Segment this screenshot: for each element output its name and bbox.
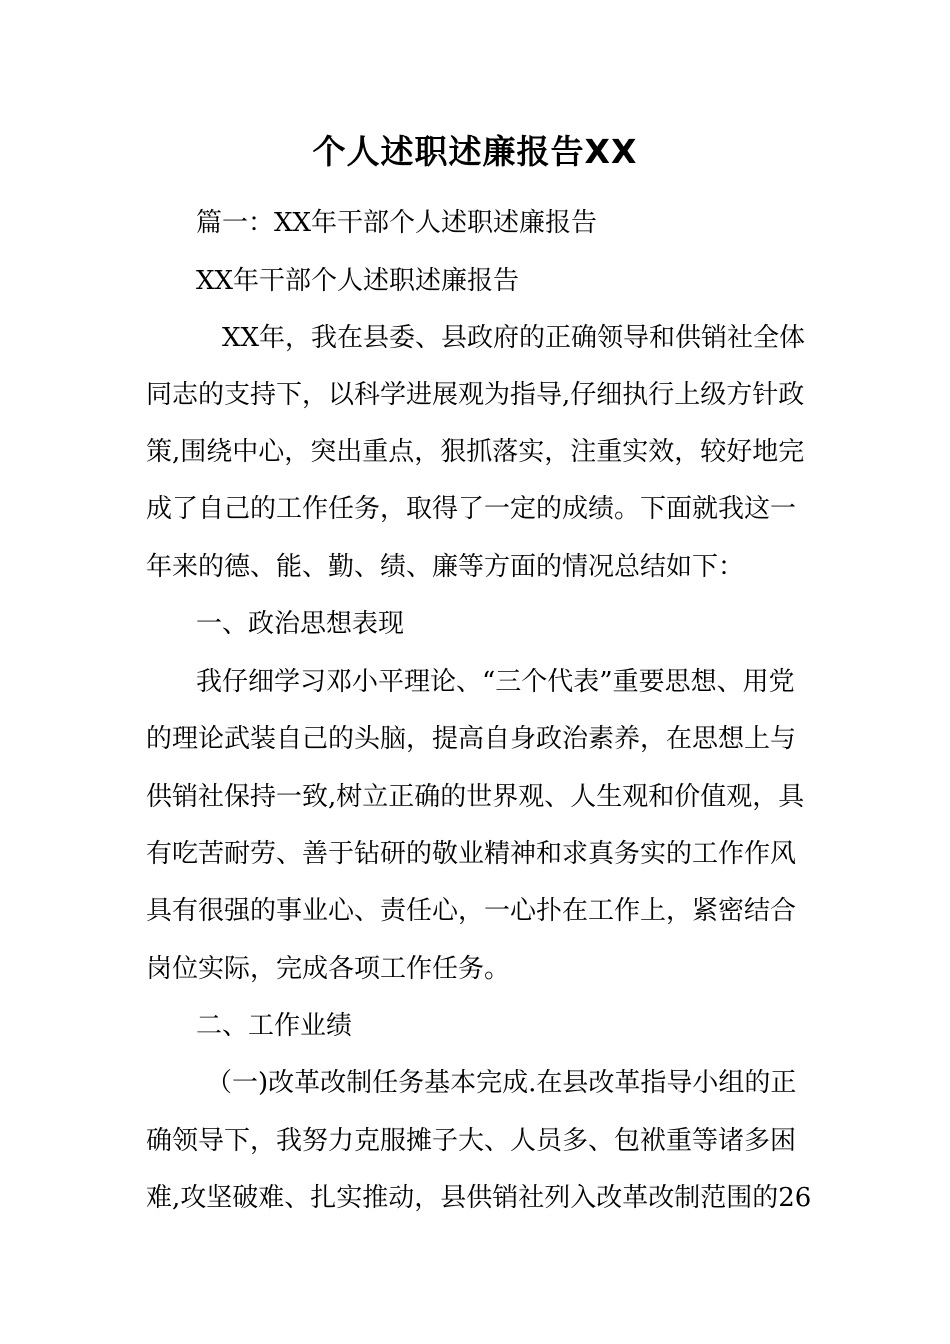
- document-title: 个人述职述廉报告XX: [312, 132, 638, 171]
- paragraph-line: 策,围绕中心，突出重点，狠抓落实，注重实效，较好地完: [146, 437, 805, 467]
- paragraph-line: 有吃苦耐劳、善于钻研的敬业精神和求真务实的工作作风: [146, 839, 797, 869]
- paragraph-line: （一)改革改制任务基本完成.在县改革指导小组的正: [206, 1068, 797, 1098]
- subtitle-part-one: 篇一：XX年干部个人述职述廉报告: [196, 208, 598, 238]
- section-heading-politics: 一、政治思想表现: [196, 609, 405, 639]
- paragraph-line: 年来的德、能、勤、绩、廉等方面的情况总结如下：: [146, 552, 745, 582]
- section-heading-performance: 二、工作业绩: [196, 1011, 353, 1041]
- paragraph-line: 岗位实际，完成各项工作任务。: [146, 954, 511, 984]
- paragraph-line: 同志的支持下，以科学进展观为指导,仔细执行上级方针政: [146, 380, 805, 410]
- paragraph-line: 我仔细学习邓小平理论、“三个代表”重要思想、用党: [196, 667, 795, 697]
- paragraph-line: XX年，我在县委、县政府的正确领导和供销社全体: [222, 323, 806, 353]
- subtitle-report: XX年干部个人述职述廉报告: [196, 266, 520, 296]
- paragraph-line: 的理论武装自己的头脑，提高自身政治素养，在思想上与: [146, 724, 797, 754]
- paragraph-line: 难,攻坚破难、扎实推动，县供销社列入改革改制范围的26: [146, 1183, 812, 1213]
- paragraph-line: 成了自己的工作任务，取得了一定的成绩。下面就我这一: [146, 494, 797, 524]
- paragraph-line: 确领导下，我努力克服摊子大、人员多、包袱重等诸多困: [146, 1126, 797, 1156]
- paragraph-line: 供销社保持一致,树立正确的世界观、人生观和价值观，具: [146, 782, 805, 812]
- paragraph-line: 具有很强的事业心、责任心，一心扑在工作上，紧密结合: [146, 896, 797, 926]
